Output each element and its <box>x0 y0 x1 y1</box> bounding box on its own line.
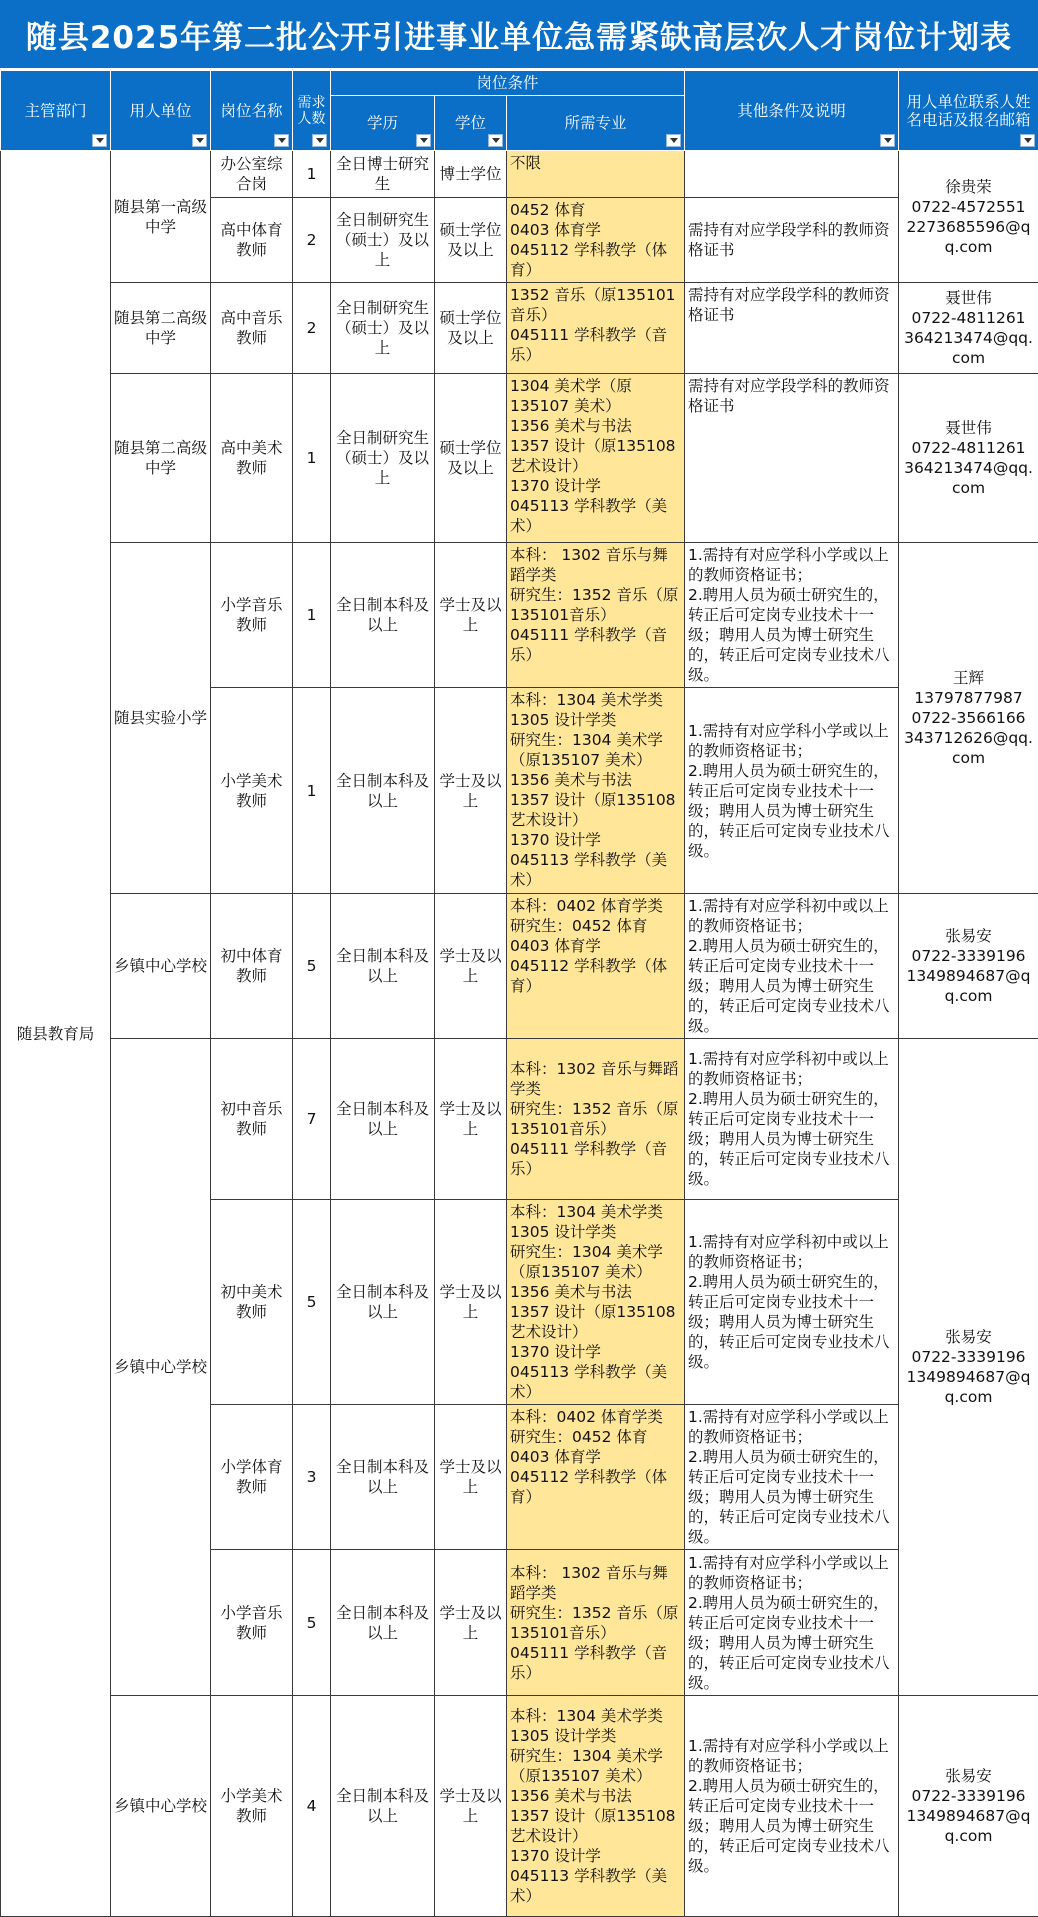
count-cell: 7 <box>293 1039 331 1200</box>
unit-cell: 乡镇中心学校 <box>111 894 211 1039</box>
table-row <box>1 151 1038 198</box>
filter-dropdown-icon[interactable] <box>192 134 207 147</box>
edu-cell: 全日制本科及以上 <box>331 1696 435 1917</box>
page-title: 随县2025年第二批公开引进事业单位急需紧缺高层次人才岗位计划表 <box>0 0 1038 70</box>
degree-cell: 学士及以上 <box>435 1696 507 1917</box>
contact-cell: 王辉 13797877987 0722-3566166 343712626@qq.com <box>899 543 1038 894</box>
filter-dropdown-icon[interactable] <box>880 134 895 147</box>
post-cell: 初中体育教师 <box>211 894 293 1039</box>
degree-cell: 学士及以上 <box>435 894 507 1039</box>
degree-cell: 学士及以上 <box>435 688 507 894</box>
filter-dropdown-icon[interactable] <box>488 134 503 147</box>
major-cell: 本科：1302 音乐与舞蹈学类 研究生：1352 音乐（原135101音乐） 045111 学科教学（音乐） <box>507 1039 685 1200</box>
table-row <box>1 894 1038 1039</box>
major-cell: 本科：0402 体育学类 研究生：0452 体育 0403 体育学 045112 学科教学（体育） <box>507 894 685 1039</box>
position-table <box>0 70 1038 1917</box>
unit-cell: 随县第一高级中学 <box>111 151 211 283</box>
unit-cell: 随县第二高级中学 <box>111 283 211 374</box>
contact-cell: 徐贵荣 0722-4572551 2273685596@qq.com <box>899 151 1038 283</box>
count-cell: 1 <box>293 543 331 688</box>
major-cell: 本科：1304 美术学类 1305 设计学类 研究生：1304 美术学（原135107 美术） 1356 美术与书法 1357 设计（原135108艺术设计） 1370 设计学 045113 学科教学（美术） <box>507 1696 685 1917</box>
edu-cell: 全日制本科及以上 <box>331 688 435 894</box>
edu-cell: 全日制本科及以上 <box>331 1200 435 1405</box>
other-cell: 1.需持有对应学科小学或以上的教师资格证书； 2.聘用人员为硕士研究生的，转正后可定岗专业技术十一级；聘用人员为博士研究生的，转正后可定岗专业技术八级。 <box>685 1696 899 1917</box>
count-cell: 2 <box>293 283 331 374</box>
degree-cell: 学士及以上 <box>435 1039 507 1200</box>
post-cell: 高中音乐教师 <box>211 283 293 374</box>
other-cell: 需持有对应学段学科的教师资格证书 <box>685 283 899 374</box>
table-row <box>1 1696 1038 1917</box>
count-cell: 5 <box>293 1550 331 1696</box>
major-cell: 本科：1304 美术学类 1305 设计学类 研究生：1304 美术学（原135107 美术） 1356 美术与书法 1357 设计（原135108艺术设计） 1370 设计学 045113 学科教学（美术） <box>507 1200 685 1405</box>
filter-dropdown-icon[interactable] <box>312 134 327 147</box>
contact-cell: 张易安 0722-3339196 1349894687@qq.com <box>899 1696 1038 1917</box>
other-cell: 1.需持有对应学科初中或以上的教师资格证书； 2.聘用人员为硕士研究生的，转正后可定岗专业技术十一级；聘用人员为博士研究生的，转正后可定岗专业技术八级。 <box>685 894 899 1039</box>
header-unit: 用人单位 <box>111 71 211 151</box>
unit-cell: 随县实验小学 <box>111 543 211 894</box>
table-row <box>1 283 1038 374</box>
unit-cell: 随县第二高级中学 <box>111 374 211 543</box>
major-cell: 1304 美术学（原135107 美术） 1356 美术与书法 1357 设计（原135108艺术设计） 1370 设计学 045113 学科教学（美术） <box>507 374 685 543</box>
header-degree: 学位 <box>435 96 507 151</box>
other-cell: 需持有对应学段学科的教师资格证书 <box>685 198 899 283</box>
table-row <box>1 1039 1038 1200</box>
post-cell: 小学体育教师 <box>211 1405 293 1550</box>
contact-cell: 张易安 0722-3339196 1349894687@qq.com <box>899 1039 1038 1696</box>
header-dept: 主管部门 <box>1 71 111 151</box>
other-cell: 1.需持有对应学科小学或以上的教师资格证书； 2.聘用人员为硕士研究生的，转正后可定岗专业技术十一级；聘用人员为博士研究生的，转正后可定岗专业技术八级。 <box>685 688 899 894</box>
post-cell: 小学音乐教师 <box>211 543 293 688</box>
filter-dropdown-icon[interactable] <box>92 134 107 147</box>
other-cell: 1.需持有对应学科小学或以上的教师资格证书； 2.聘用人员为硕士研究生的，转正后可定岗专业技术十一级；聘用人员为博士研究生的，转正后可定岗专业技术八级。 <box>685 1550 899 1696</box>
contact-cell: 聂世伟 0722-4811261 364213474@qq.com <box>899 374 1038 543</box>
edu-cell: 全日制本科及以上 <box>331 894 435 1039</box>
contact-cell: 张易安 0722-3339196 1349894687@qq.com <box>899 894 1038 1039</box>
edu-cell: 全日制本科及以上 <box>331 1039 435 1200</box>
major-cell: 1352 音乐（原135101音乐） 045111 学科教学（音乐） <box>507 283 685 374</box>
filter-dropdown-icon[interactable] <box>1020 134 1035 147</box>
major-cell: 本科：1304 美术学类 1305 设计学类 研究生：1304 美术学（原135107 美术） 1356 美术与书法 1357 设计（原135108艺术设计） 1370 设计学 045113 学科教学（美术） <box>507 688 685 894</box>
table-row <box>1 374 1038 543</box>
other-cell: 需持有对应学段学科的教师资格证书 <box>685 374 899 543</box>
header-post: 岗位名称 <box>211 71 293 151</box>
post-cell: 小学美术教师 <box>211 1696 293 1917</box>
count-cell: 1 <box>293 151 331 198</box>
filter-dropdown-icon[interactable] <box>416 134 431 147</box>
post-cell: 高中体育教师 <box>211 198 293 283</box>
count-cell: 3 <box>293 1405 331 1550</box>
post-cell: 高中美术教师 <box>211 374 293 543</box>
edu-cell: 全日制本科及以上 <box>331 1405 435 1550</box>
unit-cell: 乡镇中心学校 <box>111 1696 211 1917</box>
header-conditions: 岗位条件 <box>331 71 685 96</box>
header-major: 所需专业 <box>507 96 685 151</box>
major-cell: 本科：0402 体育学类 研究生：0452 体育 0403 体育学 045112 学科教学（体育） <box>507 1405 685 1550</box>
post-cell: 初中音乐教师 <box>211 1039 293 1200</box>
filter-dropdown-icon[interactable] <box>274 134 289 147</box>
degree-cell: 硕士学位及以上 <box>435 198 507 283</box>
count-cell: 1 <box>293 374 331 543</box>
edu-cell: 全日博士研究生 <box>331 151 435 198</box>
other-cell: 1.需持有对应学科初中或以上的教师资格证书； 2.聘用人员为硕士研究生的，转正后可定岗专业技术十一级；聘用人员为博士研究生的，转正后可定岗专业技术八级。 <box>685 1200 899 1405</box>
edu-cell: 全日制研究生（硕士）及以上 <box>331 283 435 374</box>
degree-cell: 学士及以上 <box>435 1200 507 1405</box>
other-cell: 1.需持有对应学科小学或以上的教师资格证书； 2.聘用人员为硕士研究生的，转正后可定岗专业技术十一级；聘用人员为博士研究生的，转正后可定岗专业技术八级。 <box>685 1405 899 1550</box>
edu-cell: 全日制研究生（硕士）及以上 <box>331 198 435 283</box>
other-cell <box>685 151 899 198</box>
major-cell: 本科： 1302 音乐与舞蹈学类 研究生：1352 音乐（原135101音乐） 045111 学科教学（音乐） <box>507 1550 685 1696</box>
degree-cell: 学士及以上 <box>435 1550 507 1696</box>
degree-cell: 博士学位 <box>435 151 507 198</box>
post-cell: 初中美术教师 <box>211 1200 293 1405</box>
unit-cell: 乡镇中心学校 <box>111 1039 211 1696</box>
count-cell: 1 <box>293 688 331 894</box>
header-edu: 学历 <box>331 96 435 151</box>
edu-cell: 全日制研究生（硕士）及以上 <box>331 374 435 543</box>
count-cell: 4 <box>293 1696 331 1917</box>
degree-cell: 学士及以上 <box>435 543 507 688</box>
table-row <box>1 543 1038 688</box>
contact-cell: 聂世伟 0722-4811261 364213474@qq.com <box>899 283 1038 374</box>
header-contact: 用人单位联系人姓名电话及报名邮箱 <box>899 71 1038 151</box>
filter-dropdown-icon[interactable] <box>666 134 681 147</box>
other-cell: 1.需持有对应学科初中或以上的教师资格证书； 2.聘用人员为硕士研究生的，转正后可定岗专业技术十一级；聘用人员为博士研究生的，转正后可定岗专业技术八级。 <box>685 1039 899 1200</box>
major-cell: 本科： 1302 音乐与舞蹈学类 研究生：1352 音乐（原135101音乐） 045111 学科教学（音乐） <box>507 543 685 688</box>
edu-cell: 全日制本科及以上 <box>331 1550 435 1696</box>
count-cell: 5 <box>293 1200 331 1405</box>
dept-cell: 随县教育局 <box>1 151 111 1917</box>
major-cell: 0452 体育 0403 体育学 045112 学科教学（体育） <box>507 198 685 283</box>
major-cell: 不限 <box>507 151 685 198</box>
other-cell: 1.需持有对应学科小学或以上的教师资格证书； 2.聘用人员为硕士研究生的，转正后可定岗专业技术十一级；聘用人员为博士研究生的，转正后可定岗专业技术八级。 <box>685 543 899 688</box>
post-cell: 办公室综合岗 <box>211 151 293 198</box>
degree-cell: 硕士学位及以上 <box>435 283 507 374</box>
header-other: 其他条件及说明 <box>685 71 899 151</box>
post-cell: 小学美术教师 <box>211 688 293 894</box>
edu-cell: 全日制本科及以上 <box>331 543 435 688</box>
header-count: 需求人数 <box>293 71 331 151</box>
count-cell: 2 <box>293 198 331 283</box>
degree-cell: 硕士学位及以上 <box>435 374 507 543</box>
degree-cell: 学士及以上 <box>435 1405 507 1550</box>
post-cell: 小学音乐教师 <box>211 1550 293 1696</box>
count-cell: 5 <box>293 894 331 1039</box>
